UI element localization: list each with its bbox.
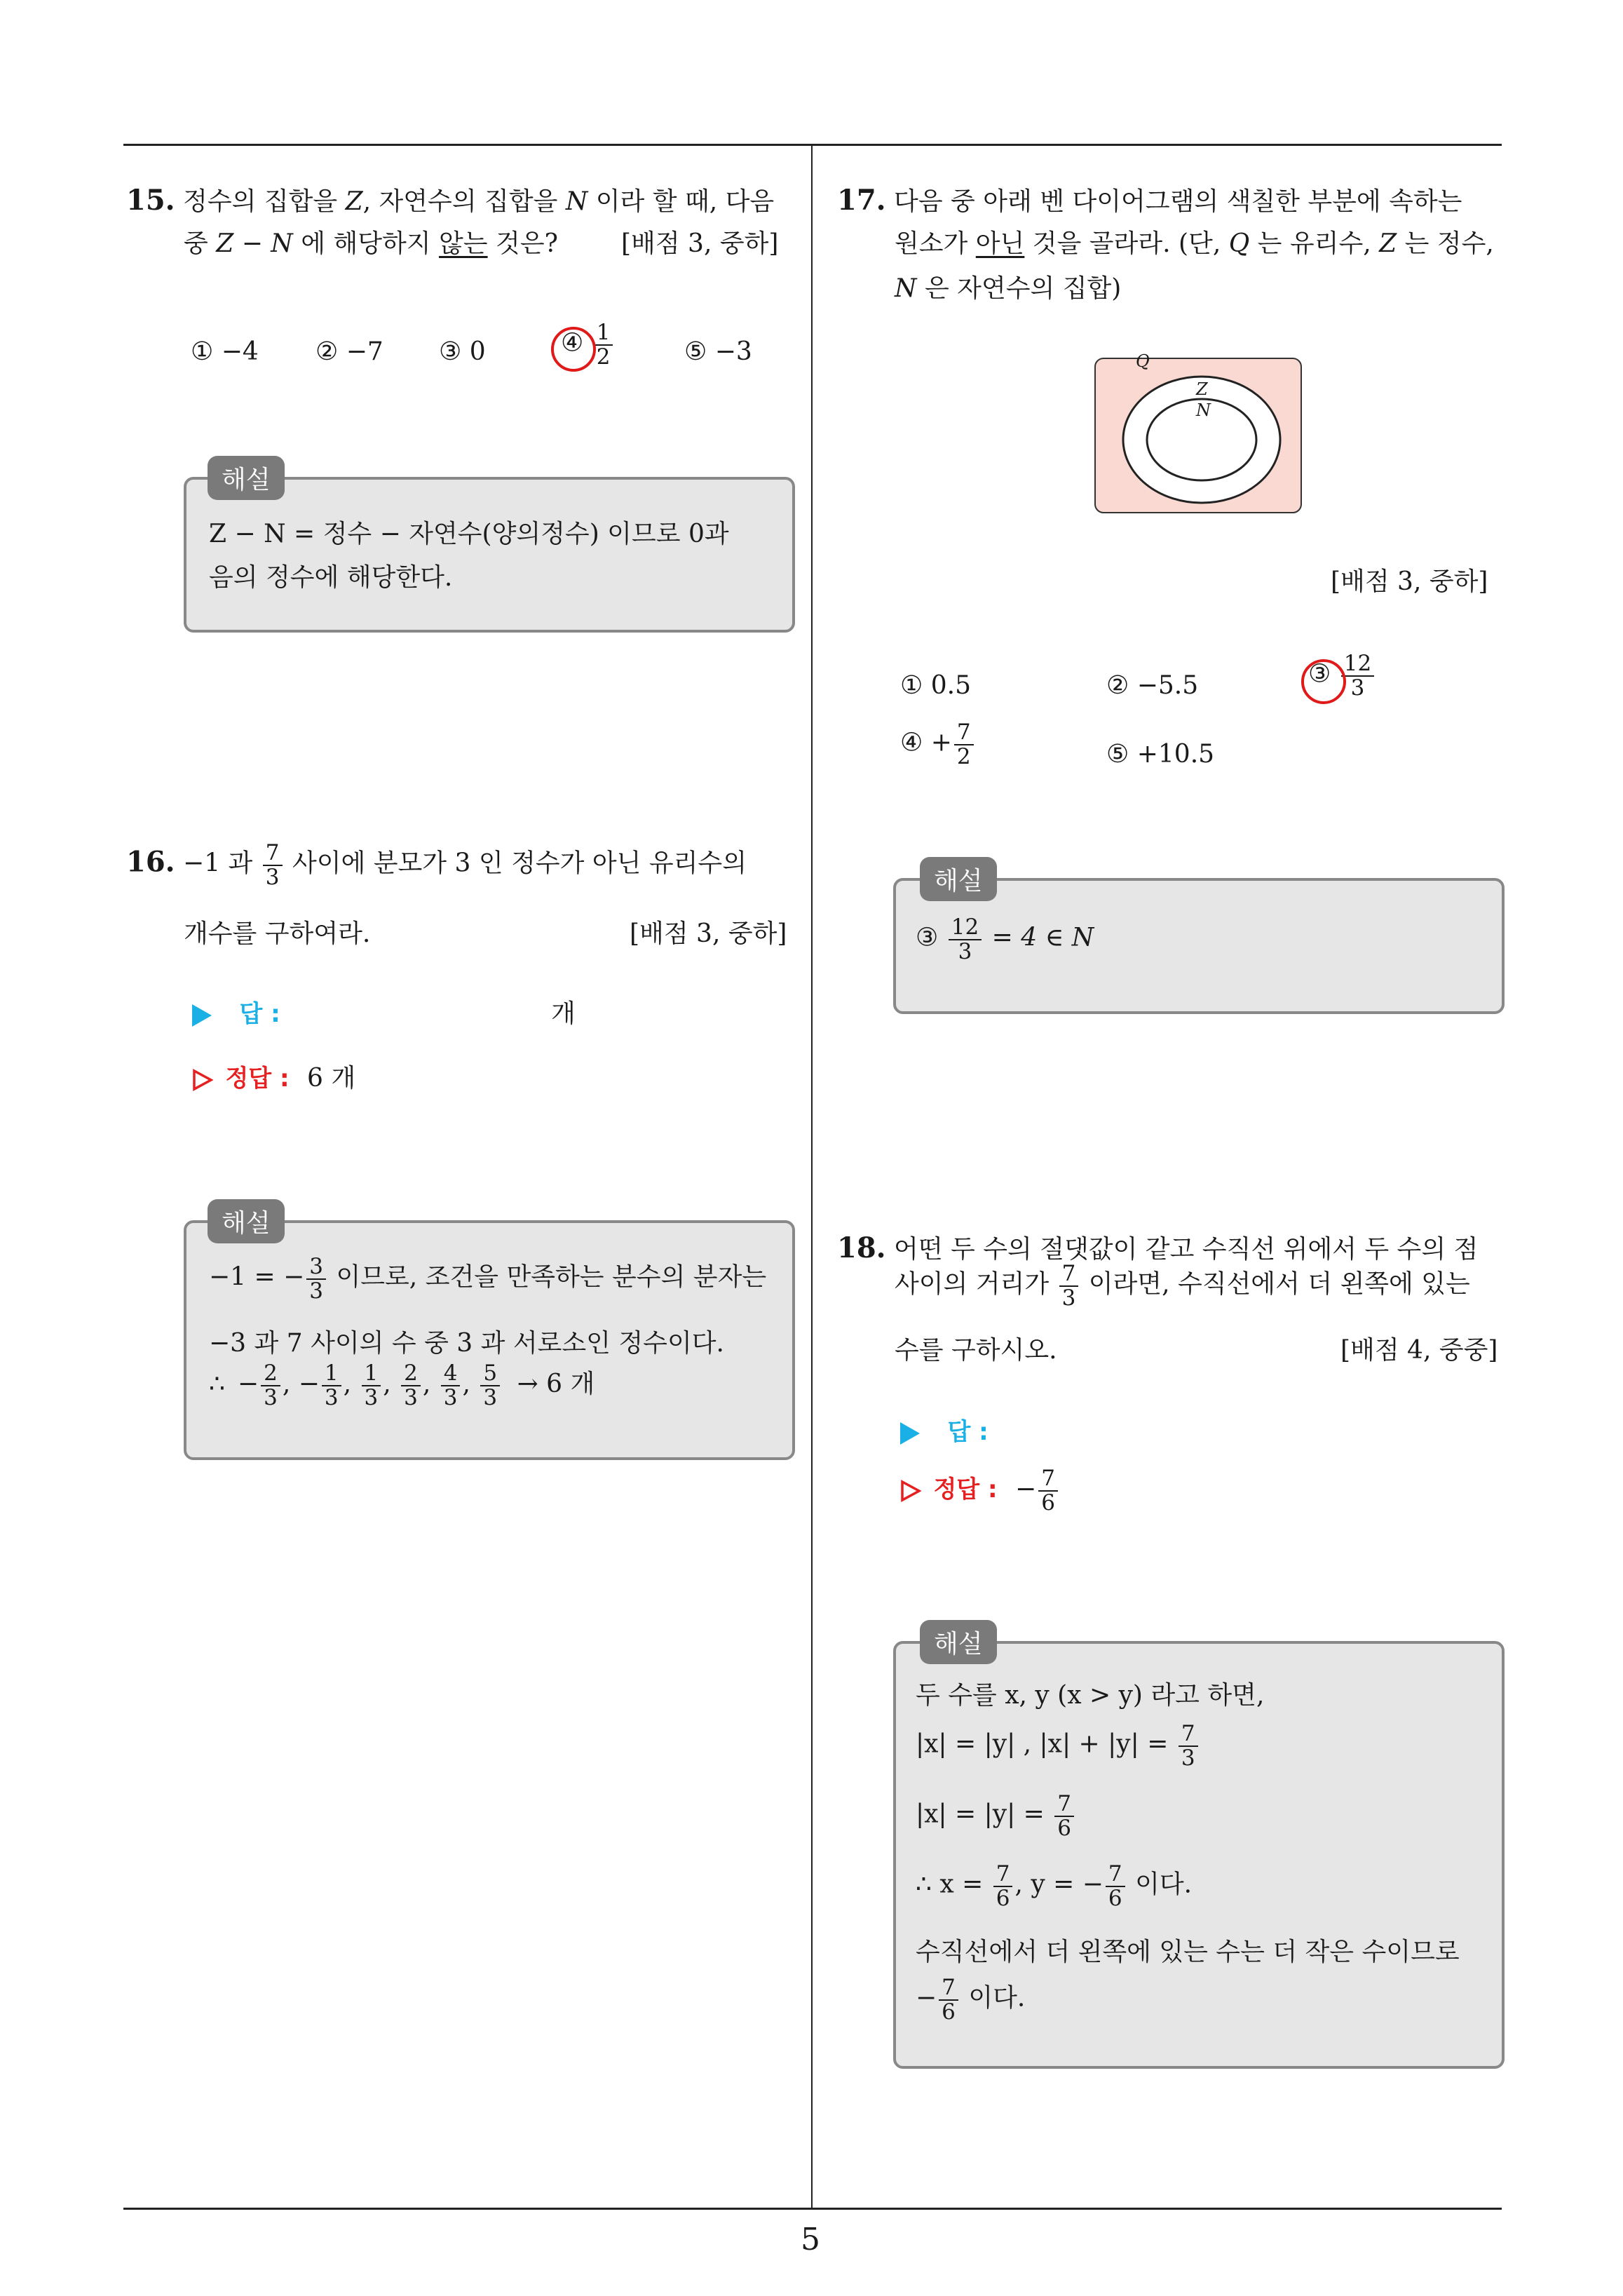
column-divider xyxy=(811,144,813,2209)
q18-correct-label: 정답 : xyxy=(933,1475,998,1504)
q17-line2-b: 것을 골라라. (단, xyxy=(1024,229,1229,258)
q17-choice-3-label: ③ xyxy=(1308,659,1331,689)
play-icon xyxy=(900,1422,920,1445)
q16-correct-label: 정답 : xyxy=(225,1065,290,1093)
q16-answer-input[interactable] xyxy=(351,996,554,1031)
q17-exp-b: = 4 ∈ N xyxy=(991,923,1094,952)
q15-Z: Z xyxy=(345,187,363,216)
q15-choice-1[interactable]: ① −4 xyxy=(191,337,259,366)
q18-line3: 수를 구하시오. xyxy=(895,1336,1057,1365)
q15-line1 xyxy=(126,184,774,217)
q18-exp-l6-sign: − xyxy=(916,1983,937,2013)
q18-exp-l4-b: , y = − xyxy=(1014,1870,1103,1899)
q17-line3 xyxy=(895,274,1121,304)
q18-exp-l4-fraction2: $\frac{7}{6}$ xyxy=(1106,1863,1125,1910)
q16-exp-fraction-item: $\frac{4}{3}$ , xyxy=(439,1370,479,1398)
q17-line3-text: 은 자연수의 집합) xyxy=(916,274,1122,303)
q18-answer-row xyxy=(900,1417,989,1447)
q17-choice-2[interactable]: ② −5.5 xyxy=(1106,671,1199,700)
q17-line2-underline: 아닌 xyxy=(975,229,1025,258)
q17-exp-a: ③ xyxy=(916,923,939,952)
q15-choice-5[interactable]: ⑤ −3 xyxy=(684,337,752,366)
q16-exp-l1-a: −1 = − xyxy=(209,1262,305,1292)
q17-exp-fraction: $\frac{12}{3}$ xyxy=(949,916,982,963)
q16-answer-row xyxy=(192,999,280,1029)
q16-answer-unit: 개 xyxy=(551,999,576,1028)
q15-choice-4-fraction: $\frac{1}{2}$ xyxy=(594,321,613,368)
q18-exp-l6-fraction: $\frac{7}{6}$ xyxy=(939,1976,958,2023)
q16-exp-l3-end: → 6 개 xyxy=(517,1369,595,1398)
q16-exp-fraction-item: $\frac{2}{3}$ , xyxy=(399,1370,439,1398)
q17-line2-c: 는 유리수, xyxy=(1249,229,1380,258)
q16-fraction: $\frac{7}{3}$ xyxy=(263,842,283,889)
q16-exp-fraction-item: $\frac{1}{3}$ , xyxy=(360,1370,400,1398)
q17-line2-a: 원소가 xyxy=(895,229,976,258)
q17-explanation-tag: 해설 xyxy=(920,857,997,901)
q18-line1-text: 어떤 두 수의 절댓값이 같고 수직선 위에서 두 수의 점 xyxy=(894,1235,1479,1264)
q18-correct-sign: − xyxy=(1015,1474,1037,1504)
q15-explanation-line2: 음의 정수에 해당한다. xyxy=(209,563,453,592)
q16-exp-l1-b: 이므로, 조건을 만족하는 분수의 분자는 xyxy=(336,1262,767,1292)
venn-label-Q: Q xyxy=(1136,351,1150,371)
q16-exp-fraction-item: $\frac{5}{3}$ xyxy=(478,1370,502,1398)
q17-line1 xyxy=(837,184,1462,217)
q16-explanation-line3 xyxy=(209,1362,595,1409)
q18-explanation-line4 xyxy=(916,1863,1192,1910)
q17-choice-1[interactable]: ① 0.5 xyxy=(900,671,971,700)
q17-Z: Z xyxy=(1379,229,1397,258)
q15-explanation-box xyxy=(184,477,795,633)
q17-choice-4-fraction: $\frac{7}{2}$ xyxy=(954,721,974,768)
q15-line2-underline: 않는 xyxy=(439,229,488,258)
q16-line2: 개수를 구하여라. xyxy=(184,919,371,948)
q16-answer-label: 답 : xyxy=(239,1000,280,1028)
q18-answer-input[interactable] xyxy=(1031,1414,1241,1449)
q17-choice-4-label: ④ + xyxy=(900,728,952,757)
q18-exp-l3-fraction: $\frac{7}{6}$ xyxy=(1054,1792,1074,1839)
q18-exp-l4-c: 이다. xyxy=(1135,1870,1193,1899)
q18-explanation-line5: 수직선에서 더 왼쪽에 있는 수는 더 작은 수이므로 xyxy=(916,1938,1460,1966)
q15-ZN: Z − N xyxy=(216,229,293,258)
q15-N: N xyxy=(565,187,588,216)
q15-line2-b: 에 해당하지 xyxy=(292,229,440,258)
q18-fraction: $\frac{7}{3}$ xyxy=(1059,1262,1079,1309)
q16-exp-l1-fraction: $\frac{3}{3}$ xyxy=(306,1255,326,1302)
q17-line2 xyxy=(895,229,1494,259)
q18-exp-l3-a: |x| = |y| = xyxy=(916,1799,1045,1829)
venn-diagram-svg xyxy=(1094,354,1304,517)
q18-exp-l6-b: 이다. xyxy=(968,1983,1026,2013)
q15-answer-circle-mark xyxy=(551,327,596,372)
q17-answer-circle-mark xyxy=(1301,659,1346,704)
q15-line2-a: 중 xyxy=(184,229,217,258)
q16-line1-a: −1 과 xyxy=(183,849,253,878)
q17-Q: Q xyxy=(1228,229,1250,258)
q17-choice-4[interactable] xyxy=(900,721,976,768)
bottom-rule xyxy=(123,2208,1502,2210)
q16-line1 xyxy=(126,842,747,889)
q17-explanation-line xyxy=(916,916,1094,963)
q18-number: 18. xyxy=(837,1231,886,1264)
q18-line2-a: 사이의 거리가 xyxy=(895,1269,1050,1299)
venn-label-Z: Z xyxy=(1196,379,1208,399)
page-number: 5 xyxy=(801,2222,820,2257)
q16-exp-fraction-item: − $\frac{1}{3}$ , xyxy=(298,1360,360,1410)
q17-score: [배점 3, 중하] xyxy=(1331,567,1488,596)
q18-exp-l2-a: |x| = |y| , |x| + |y| = xyxy=(916,1729,1169,1759)
q16-explanation-tag: 해설 xyxy=(208,1199,285,1243)
q18-correct-row xyxy=(900,1467,1060,1514)
q15-choice-2[interactable]: ② −7 xyxy=(315,337,383,366)
q16-line1-b: 사이에 분모가 3 인 정수가 아닌 유리수의 xyxy=(292,849,747,878)
q15-choice-4-label: ④ xyxy=(561,328,584,358)
q16-explanation-line2: −3 과 7 사이의 수 중 3 과 서로소인 정수이다. xyxy=(209,1329,724,1358)
q15-explanation-tag: 해설 xyxy=(208,456,285,500)
q16-correct-row xyxy=(192,1063,355,1093)
q18-line2-b: 이라면, 수직선에서 더 왼쪽에 있는 xyxy=(1088,1269,1470,1299)
q16-explanation-line1 xyxy=(209,1255,766,1302)
top-rule xyxy=(123,144,1502,146)
q15-line2 xyxy=(184,229,558,259)
q18-exp-l2-fraction: $\frac{7}{3}$ xyxy=(1179,1722,1198,1769)
q16-score: [배점 3, 중하] xyxy=(630,919,787,948)
therefore-symbol: ∴ xyxy=(209,1369,225,1398)
q15-number: 15. xyxy=(126,184,175,217)
q18-line2 xyxy=(895,1262,1470,1309)
q18-exp-l4-fraction1: $\frac{7}{6}$ xyxy=(993,1863,1013,1910)
q15-line1-c: 이라 할 때, 다음 xyxy=(588,187,775,216)
q15-line1-a: 정수의 집합을 xyxy=(183,187,346,216)
q18-line1 xyxy=(837,1231,1478,1265)
play-icon xyxy=(192,1004,212,1027)
q16-correct-value: 6 개 xyxy=(307,1064,356,1093)
q16-exp-fraction-item: − $\frac{2}{3}$ , xyxy=(237,1360,299,1410)
q18-explanation-line6 xyxy=(916,1976,1025,2023)
q18-explanation-tag: 해설 xyxy=(920,1620,997,1664)
q16-number: 16. xyxy=(126,845,175,879)
q15-line1-b: , 자연수의 집합을 xyxy=(362,187,566,216)
q18-exp-l4-a: ∴ x = xyxy=(916,1870,984,1899)
q18-explanation-line1: 두 수를 x, y (x > y) 라고 하면, xyxy=(916,1681,1265,1710)
q18-answer-label: 답 : xyxy=(947,1418,989,1446)
play-outline-icon xyxy=(900,1480,921,1502)
play-outline-icon xyxy=(192,1069,213,1091)
q18-score: [배점 4, 중중] xyxy=(1340,1336,1498,1365)
q18-correct-fraction: $\frac{7}{6}$ xyxy=(1038,1467,1058,1514)
q15-explanation-line1: Z − N = 정수 − 자연수(양의정수) 이므로 0과 xyxy=(209,520,729,548)
q15-choice-3[interactable]: ③ 0 xyxy=(439,337,486,366)
q17-choice-3-fraction: $\frac{12}{3}$ xyxy=(1341,652,1374,699)
q17-N: N xyxy=(895,274,917,303)
q15-line2-c: 것은? xyxy=(487,229,558,258)
q17-number: 17. xyxy=(837,184,886,217)
venn-label-N: N xyxy=(1196,400,1211,420)
q16-explanation-fractions xyxy=(237,1360,502,1410)
q15-score: [배점 3, 중하] xyxy=(621,229,779,258)
q17-line2-d: 는 정수, xyxy=(1397,229,1494,258)
q17-choice-5[interactable]: ⑤ +10.5 xyxy=(1106,740,1215,769)
q18-explanation-line2 xyxy=(916,1722,1200,1769)
q18-explanation-line3 xyxy=(916,1792,1076,1839)
venn-diagram xyxy=(1094,351,1304,517)
q17-line1-text: 다음 중 아래 벤 다이어그램의 색칠한 부분에 속하는 xyxy=(894,187,1462,216)
